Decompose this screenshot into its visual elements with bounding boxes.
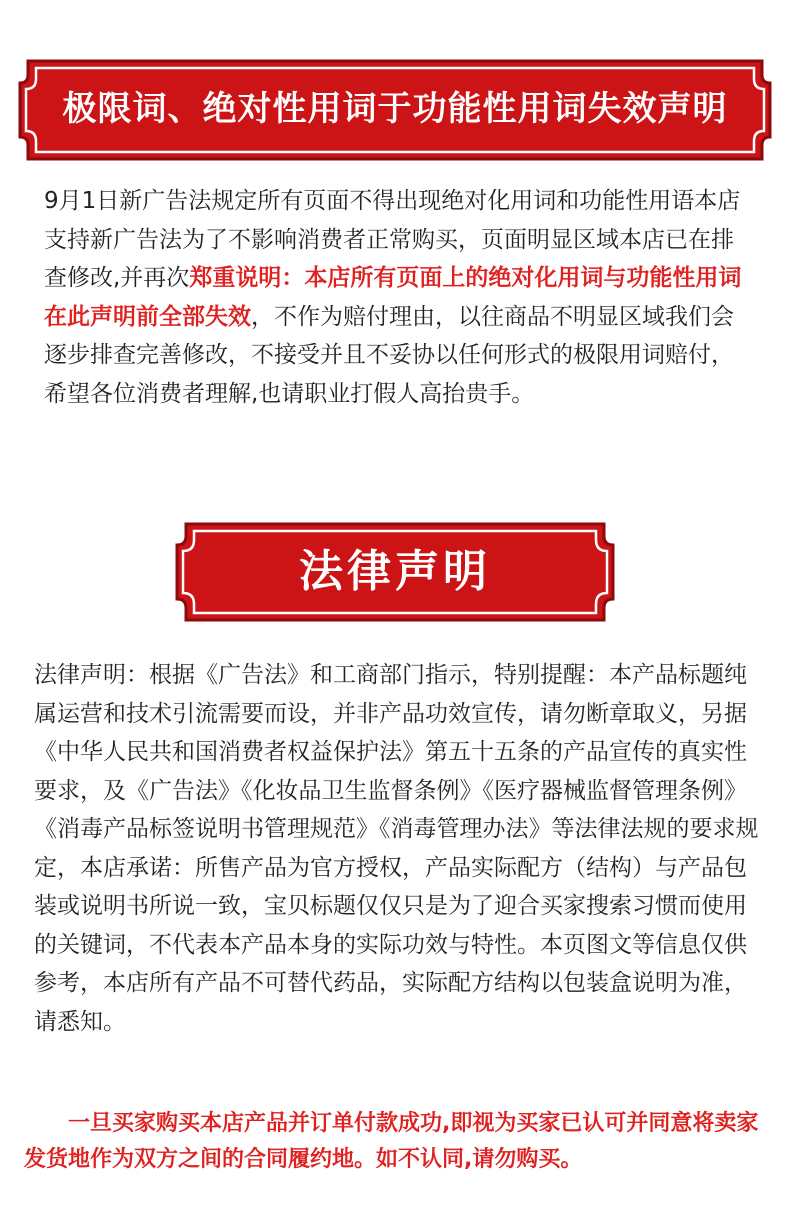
legal-title-banner [172, 518, 618, 626]
legal-paragraph: 法律声明：根据《广告法》和工商部门指示，特别提醒：本产品标题纯属运营和技术引流需要而设，并非产品功效宣传，请勿断章取义，另据《中华人民共和国消费者权益保护法》第五十五条的产品宣传的真实性要求，及《广告法》《化妆品卫生监督条例》《医疗器械监督管理条例》《消毒产品标签说明书管理规范》《消毒管理办法》等法律法规的要求规定，本店承诺：所售产品为官方授权，产品实际配方（结构）与产品包装或说明书所说一致，宝贝标题仅仅只是为了迎合买家搜索习惯而使用的关键词，不代表本产品本身的实际功效与特性。本页图文等信息仅供参考，本店所有产品不可替代药品，实际配方结构以包装盒说明为准，请悉知。 [34, 662, 759, 1035]
notice-outro-text: ，不作为赔付理由，以往商品不明显区域我们会逐步排查完善修改，不接受并且不妥协以任何形式的极限用词赔付，希望各位消费者理解,也请职业打假人高抬贵手。 [44, 303, 734, 407]
notice-highlight-text: 郑重说明：本店所有页面上的绝对化用词与功能性用词在此声明前全部失效 [44, 265, 742, 330]
legal-banner-title: 法律声明 [299, 546, 491, 597]
top-title-banner [14, 55, 776, 165]
final-notice: 一旦买家购买本店产品并订单付款成功,即视为买家已认可并同意将卖家发货地作为双方之间的合同履约地。如不认同,请勿购买。 [24, 1111, 759, 1172]
notice-intro-text: 9月1日新广告法规定所有页面不得出现绝对化用词和功能性用语本店支持新广告法为了不影响消费者正常购买，页面明显区域本店已在排查修改,并再次 [44, 188, 741, 291]
notice-paragraph [44, 182, 756, 413]
top-banner-title: 极限词、绝对性用词于功能性用词失效声明 [62, 89, 728, 129]
